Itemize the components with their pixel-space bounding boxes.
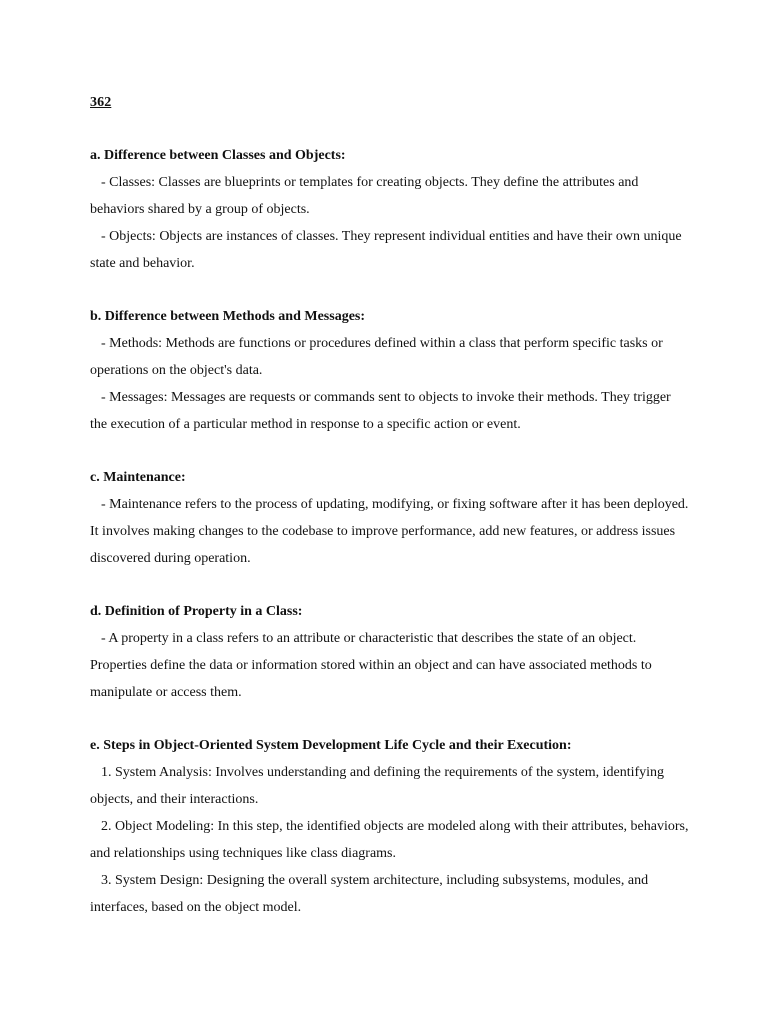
- section-maintenance: [90, 464, 690, 572]
- section-heading: a. Difference between Classes and Objects:: [90, 148, 346, 163]
- section-oosdlc-steps: [90, 732, 690, 921]
- section-paragraph: - A property in a class refers to an attribute or characteristic that describes the state of an object. Properties define the data or information stored within an object and can have associated methods to manipulate or access them.: [90, 631, 652, 700]
- section-methods-messages: [90, 303, 690, 438]
- section-paragraph: - Classes: Classes are blueprints or templates for creating objects. They define the attributes and behaviors shared by a group of objects.: [90, 175, 639, 217]
- section-paragraph: 1. System Analysis: Involves understanding and defining the requirements of the system, identifying objects, and their interactions.: [90, 765, 665, 807]
- section-heading: d. Definition of Property in a Class:: [90, 604, 303, 619]
- section-paragraph: - Methods: Methods are functions or procedures defined within a class that perform specific tasks or operations on the object's data.: [90, 336, 663, 378]
- page-number: 362: [90, 95, 112, 110]
- section-classes-objects: [90, 142, 690, 277]
- section-heading: c. Maintenance:: [90, 470, 186, 485]
- page-content: [90, 90, 690, 947]
- section-paragraph: - Messages: Messages are requests or commands sent to objects to invoke their methods. They trigger the execution of a particular method in response to a specific action or event.: [90, 390, 671, 432]
- section-paragraph: 3. System Design: Designing the overall system architecture, including subsystems, modules, and interfaces, based on the object model.: [90, 873, 649, 915]
- section-property-definition: [90, 598, 690, 706]
- section-paragraph: - Maintenance refers to the process of updating, modifying, or fixing software after it has been deployed. It involves making changes to the codebase to improve performance, add new features, or address issues discovered during operation.: [90, 497, 689, 566]
- section-heading: e. Steps in Object-Oriented System Development Life Cycle and their Execution:: [90, 738, 572, 753]
- section-heading: b. Difference between Methods and Messages:: [90, 309, 366, 324]
- section-paragraph: - Objects: Objects are instances of classes. They represent individual entities and have their own unique state and behavior.: [90, 229, 682, 271]
- section-paragraph: 2. Object Modeling: In this step, the identified objects are modeled along with their attributes, behaviors, and relationships using techniques like class diagrams.: [90, 819, 689, 861]
